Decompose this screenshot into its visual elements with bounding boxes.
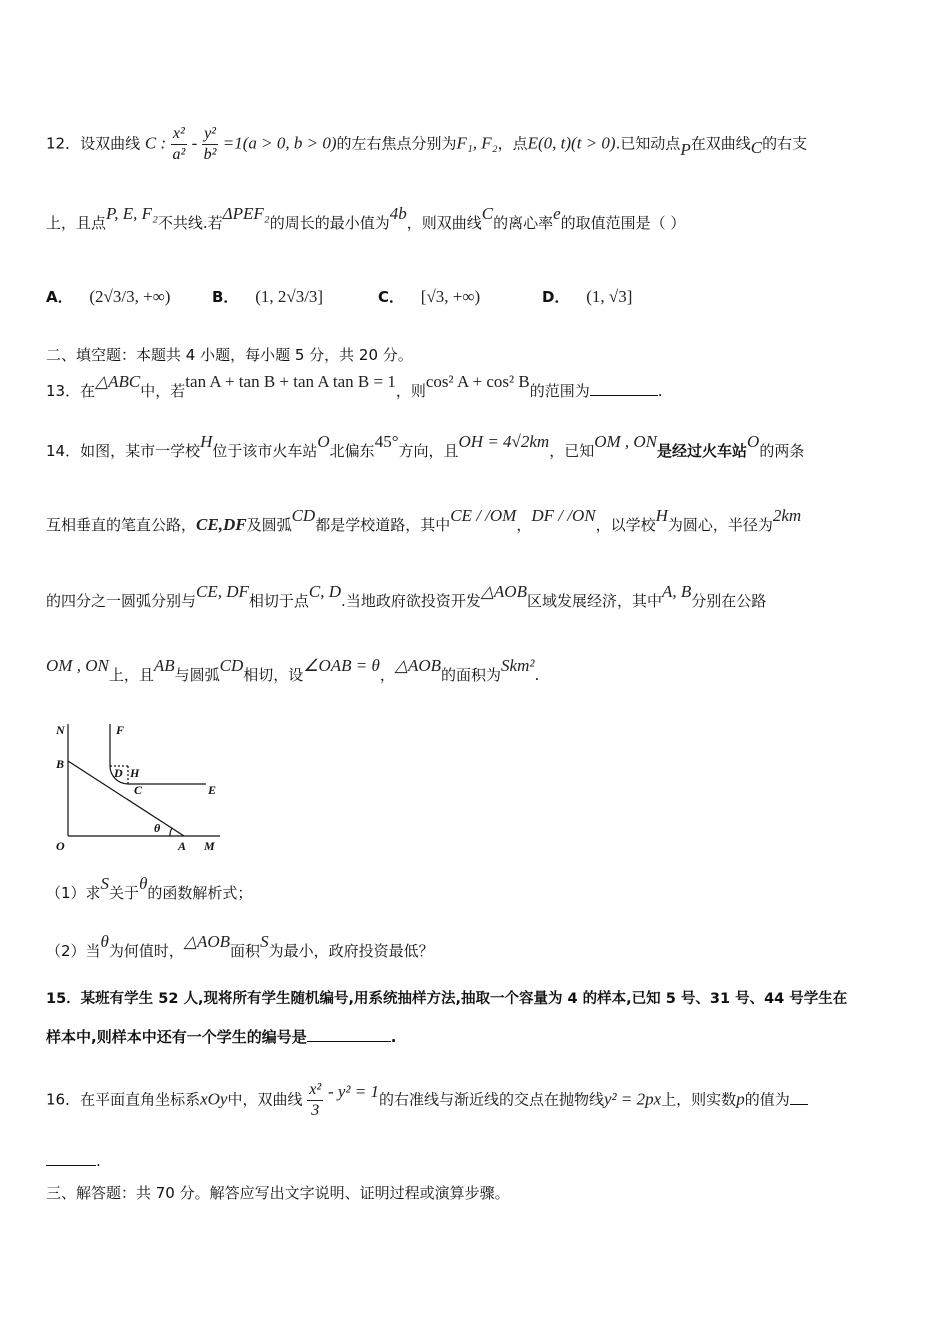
label-O: O xyxy=(56,839,65,853)
q12-text: 上，且点 xyxy=(46,214,107,232)
option-c[interactable] xyxy=(378,286,480,307)
option-a-value: (2√3/3, +∞) xyxy=(89,287,171,306)
q14-text: 与圆弧 xyxy=(174,666,220,684)
answer-blank-part1[interactable] xyxy=(790,1090,808,1105)
math-p: p xyxy=(736,1089,745,1109)
q12-text: 的左右焦点分别为 xyxy=(336,134,457,153)
math-S: S xyxy=(100,874,110,893)
q12-text: 的右支 xyxy=(762,134,808,153)
math-radius: 2km xyxy=(772,506,802,525)
q12-text: 的周长的最小值为 xyxy=(269,214,390,232)
option-d[interactable] xyxy=(542,286,632,307)
angle-theta-arc xyxy=(170,828,172,836)
q12-text: ，则双曲线 xyxy=(406,214,482,232)
q16-text: . xyxy=(96,1152,101,1170)
option-b-value: (1, 2√3/3] xyxy=(255,287,324,306)
q12-text: 不共线.若 xyxy=(157,214,223,232)
math-DF-parallel-ON: DF / /ON xyxy=(531,506,596,525)
q14-text: 的面积为 xyxy=(441,666,502,684)
q12-text: .已知动点 xyxy=(615,134,681,153)
fraction-x2-3: $\frac{\text{x²}}{3}$ xyxy=(309,1081,322,1119)
q14-text: 为圆心，半径为 xyxy=(667,516,773,534)
q14-text: 都是学校道路，其中 xyxy=(315,516,451,534)
q12-text: 在双曲线 xyxy=(690,134,751,153)
fraction-x2-a2: $\frac{\text{x²}}{\text{a²}}$ xyxy=(172,125,186,163)
q14-text: ，以学校 xyxy=(595,516,656,534)
q15-line2 xyxy=(46,1026,910,1048)
math-H: H xyxy=(655,506,668,525)
option-label: D． xyxy=(542,288,570,306)
q14-sub1 xyxy=(46,874,910,904)
label-D: D xyxy=(114,766,123,780)
q14-text: ，已知 xyxy=(549,442,595,460)
math-A-B: A, B xyxy=(661,582,692,601)
q16-text: 的右准线与渐近线的交点在抛物线 xyxy=(378,1090,604,1109)
q14-text: ， xyxy=(379,666,395,684)
q14-text: 为最小，政府投资最低？ xyxy=(268,942,434,960)
math-P: P xyxy=(680,139,691,159)
math-rest: - y² = 1 xyxy=(327,1081,379,1101)
math-xOy: xOy xyxy=(200,1089,228,1109)
section-3-heading: 三、解答题：共 70 分。解答应写出文字说明、证明过程或演算步骤。 xyxy=(46,1184,510,1202)
q14-text: 的四分之一圆弧分别与 xyxy=(46,592,197,610)
q15-text: 样本中,则样本中还有一个学生的编号是 xyxy=(46,1028,307,1046)
q14-text: （2）当 xyxy=(46,942,101,960)
math-H: H xyxy=(200,432,213,451)
q14-text: 位于该市火车站 xyxy=(212,442,318,460)
math-condition: tan A + tan B + tan A tan B = 1 xyxy=(185,372,396,391)
q14-text: . xyxy=(534,666,540,684)
fraction-y2-b2: $\frac{\text{y²}}{\text{b²}}$ xyxy=(203,125,217,163)
math-points: P, E, F₂ xyxy=(106,204,158,223)
q14-text: 面积 xyxy=(230,942,261,960)
q14-sub2 xyxy=(46,932,910,962)
q12-text: 设双曲线 xyxy=(80,134,141,153)
label-B: B xyxy=(56,757,65,771)
label-E: E xyxy=(208,783,217,797)
math-C: C xyxy=(481,204,494,223)
q13-text: 的范围为 xyxy=(529,382,590,400)
label-theta: θ xyxy=(154,821,161,835)
q14-text: 互相垂直的笔直公路， xyxy=(46,516,197,534)
q15-line1: 15．某班有学生 52 人,现将所有学生随机编号,用系统抽样方法,抽取一个容量为 4 的样本,已知 5 号、31 号、44 号学生在 xyxy=(46,991,848,1007)
math-C-D: C, D xyxy=(308,582,342,601)
math-theta: θ xyxy=(100,932,109,951)
label-C: C xyxy=(134,783,143,797)
q16-text: 的值为 xyxy=(744,1090,790,1109)
q14-line2 xyxy=(46,506,910,536)
math-theta-def: ∠OAB = θ xyxy=(303,656,380,675)
q12-text: 的离心率 xyxy=(493,214,554,232)
q14-text: 相切于点 xyxy=(248,592,309,610)
math-arc-CD: CD xyxy=(291,506,316,525)
math-OH: OH = 4√2km xyxy=(458,432,550,451)
q14-text: 上，且 xyxy=(108,666,154,684)
q14-text: 关于 xyxy=(109,884,140,902)
q14-text: 分别在公路 xyxy=(691,592,767,610)
option-d-value: (1, √3] xyxy=(586,287,633,306)
q14-text: 及圆弧 xyxy=(246,516,292,534)
math-CE-DF: CE,DF xyxy=(196,515,247,534)
math-foci: F₁, F₂ xyxy=(456,133,498,153)
math-C: C xyxy=(750,137,763,157)
math-C: C : xyxy=(144,133,167,153)
minus-sign: - xyxy=(191,133,198,153)
q14-text: 是经过火车站 xyxy=(657,442,748,460)
q14-line4 xyxy=(46,656,910,686)
q13-text: . xyxy=(657,382,663,400)
q13-text: 13．在 xyxy=(46,382,96,400)
option-c-value: [√3, +∞) xyxy=(420,287,481,306)
math-parabola: y² = 2px xyxy=(604,1089,662,1109)
math-CE-DF: CE, DF xyxy=(196,582,249,601)
math-triangle-aob: △AOB xyxy=(183,932,231,951)
q14-text: 为何值时， xyxy=(108,942,184,960)
q14-text: ， xyxy=(516,516,532,534)
math-OM-ON: OM , ON xyxy=(594,432,658,451)
q14-line3 xyxy=(46,582,910,612)
label-A: A xyxy=(178,839,187,853)
option-a[interactable] xyxy=(46,286,170,307)
math-e: e xyxy=(553,204,561,223)
q16-line1 xyxy=(46,1080,910,1121)
q16-line2 xyxy=(46,1150,910,1172)
math-triangle-abc: △ABC xyxy=(95,372,141,391)
q16-text: 上，则实数 xyxy=(661,1090,737,1109)
q14-text: 14．如图，某市一学校 xyxy=(46,442,201,460)
math-OM-ON: OM , ON xyxy=(46,656,109,675)
math-expression: cos² A + cos² B xyxy=(425,372,530,391)
q12-number: 12． xyxy=(46,134,81,153)
q14-text: .当地政府欲投资开发 xyxy=(341,592,481,610)
q14-text: 方向，且 xyxy=(398,442,459,460)
q13-line xyxy=(46,372,910,402)
answer-blank[interactable] xyxy=(590,381,658,396)
math-S: Skm² xyxy=(501,656,535,675)
q14-text: 北偏东 xyxy=(329,442,375,460)
math-CE-parallel-OM: CE / /OM xyxy=(450,506,517,525)
answer-blank[interactable] xyxy=(307,1027,391,1042)
q13-text: 中，若 xyxy=(140,382,186,400)
math-arc-CD: CD xyxy=(219,656,244,675)
label-M: M xyxy=(204,839,215,853)
math-triangle-aob: △AOB xyxy=(394,656,442,675)
option-b[interactable] xyxy=(212,286,323,307)
option-label: B． xyxy=(212,288,239,306)
label-F: F xyxy=(116,723,125,737)
q12-line1 xyxy=(46,124,910,165)
q13-text: ，则 xyxy=(395,382,426,400)
section-2-heading: 二、填空题：本题共 4 小题，每小题 5 分，共 20 分。 xyxy=(46,346,413,364)
q12-line2 xyxy=(46,204,910,234)
math-AB: AB xyxy=(153,656,175,675)
math-O: O xyxy=(317,432,330,451)
label-N: N xyxy=(56,723,65,737)
math-condition: =1(a > 0, b > 0) xyxy=(222,133,337,153)
option-label: A． xyxy=(46,288,73,306)
math-triangle: ΔPEF₂ xyxy=(222,204,270,223)
q14-text: 的函数解析式； xyxy=(147,884,253,902)
q14-text: 的两条 xyxy=(759,442,805,460)
answer-blank-part2[interactable] xyxy=(46,1151,96,1166)
math-point-E: E(0, t)(t > 0) xyxy=(527,133,616,153)
math-triangle-aob: △AOB xyxy=(480,582,527,601)
q14-text: 相切，设 xyxy=(243,666,304,684)
segment-AB xyxy=(68,761,184,836)
option-label: C． xyxy=(378,288,405,306)
math-S: S xyxy=(260,932,269,951)
q12-text: ，点 xyxy=(497,134,528,153)
math-angle: 45° xyxy=(374,432,399,451)
q14-text: （1）求 xyxy=(46,884,101,902)
q16-text: 16．在平面直角坐标系 xyxy=(46,1090,201,1109)
math-4b: 4b xyxy=(389,204,407,223)
math-O: O xyxy=(747,432,760,451)
q14-line1 xyxy=(46,432,910,462)
math-theta: θ xyxy=(139,874,148,893)
q14-text: 区域发展经济，其中 xyxy=(526,592,662,610)
label-H: H xyxy=(130,766,140,780)
q12-text: 的取值范围是（ ） xyxy=(560,214,686,232)
q15-text: . xyxy=(390,1028,397,1046)
q16-text: 中，双曲线 xyxy=(227,1090,303,1109)
road-diagram-figure xyxy=(48,718,238,858)
